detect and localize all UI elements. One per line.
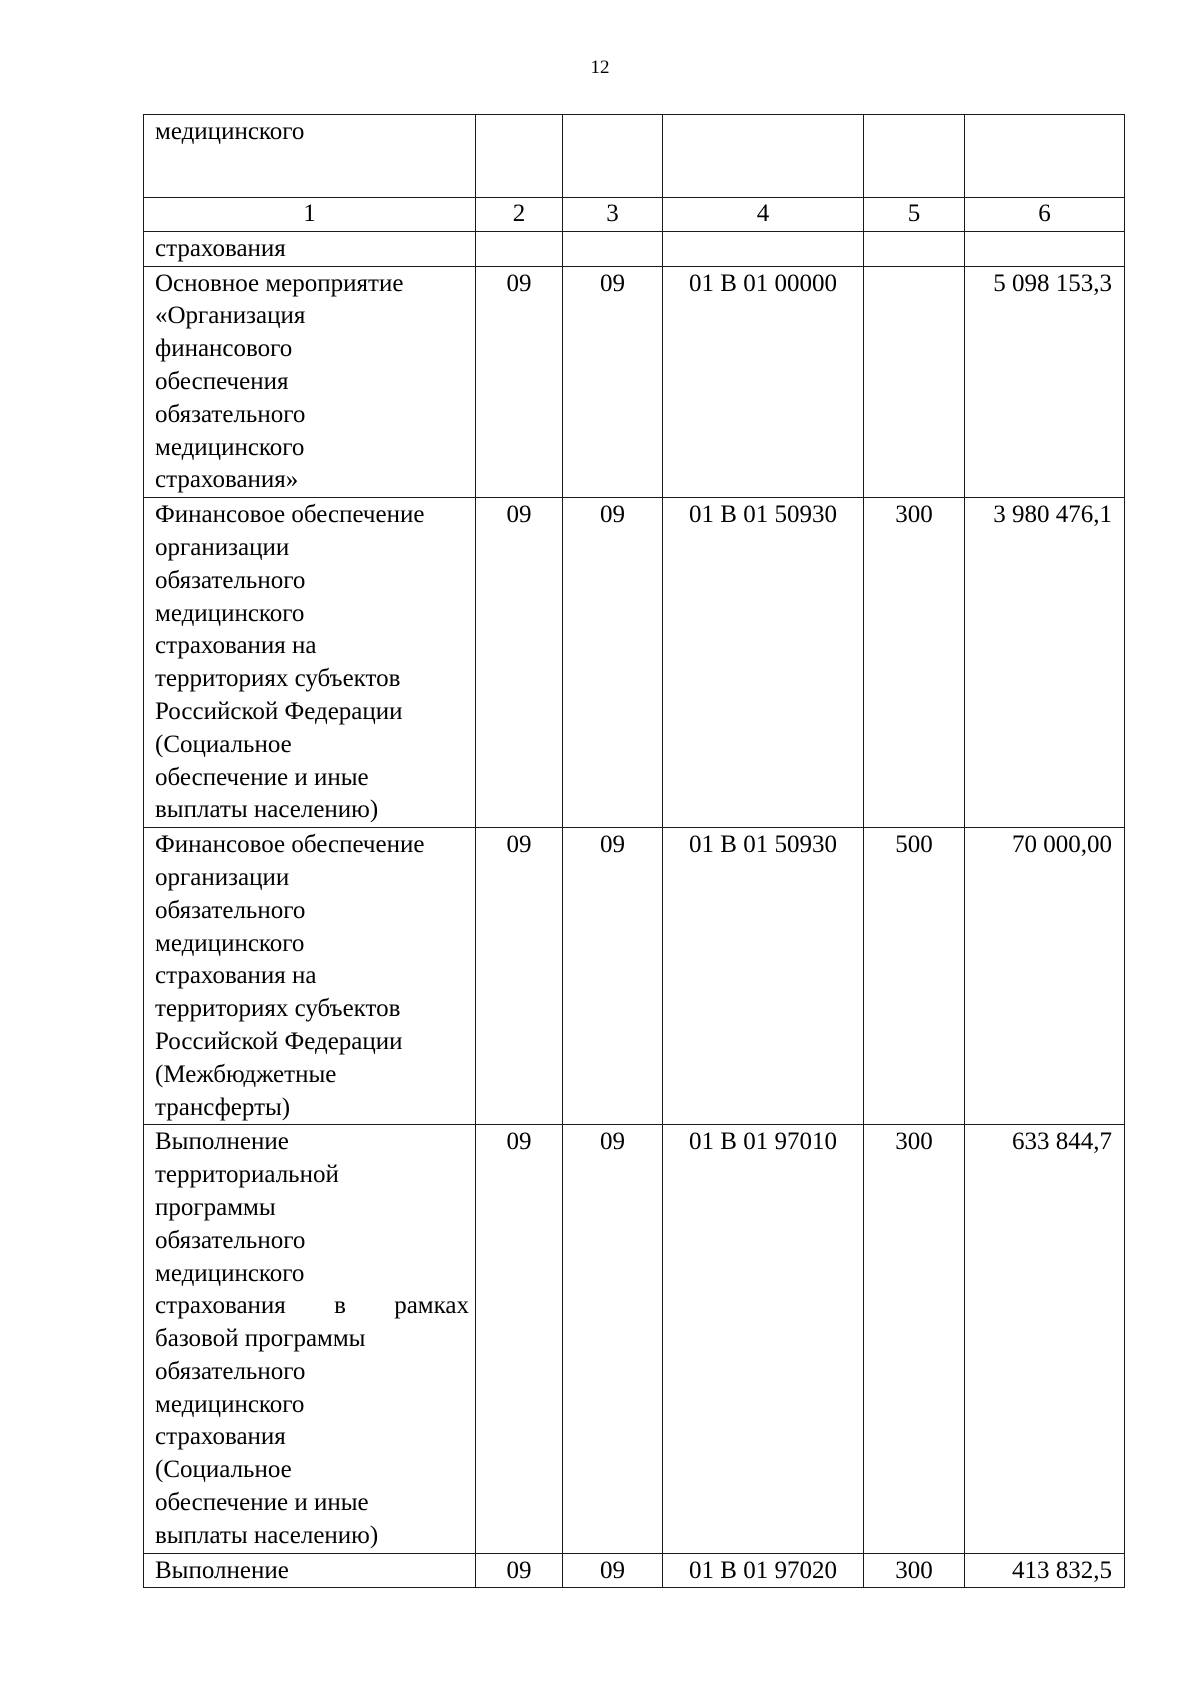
target-article-cell: 01 В 01 50930 [663,498,864,828]
expense-type-cell: 500 [864,828,965,1125]
row-name-cell: Финансовое обеспечение организации обязательного медицинского страхования на территориях субъектов Российской Федерации (Социальное обеспечение и иные выплаты населению) [144,498,476,828]
subsection-code-cell: 09 [563,1125,663,1553]
expense-type-cell: 300 [864,1125,965,1553]
page-number: 12 [590,57,610,78]
target-article-cell [663,231,864,266]
row-name-cell: Основное мероприятие «Организация финансового обеспечения обязательного медицинского страхования» [144,266,476,498]
expense-type-cell: 300 [864,1553,965,1588]
table-row [144,828,1125,1125]
table-cell [563,115,663,198]
column-number: 2 [476,198,563,232]
expense-type-cell: 300 [864,498,965,828]
section-code-cell: 09 [476,498,563,828]
subsection-code-cell: 09 [563,828,663,1125]
column-numbers-row [144,198,1125,232]
table-row [144,266,1125,498]
amount-cell: 413 832,5 [965,1553,1125,1588]
table-row [144,1553,1125,1588]
target-article-cell: 01 В 01 00000 [663,266,864,498]
amount-cell [965,231,1125,266]
row-name-cell: Выполнение [144,1553,476,1588]
budget-table [143,114,1125,1588]
column-number: 3 [563,198,663,232]
row-name-cell [144,1125,476,1553]
table-row [144,115,1125,198]
column-number: 4 [663,198,864,232]
expense-type-cell [864,231,965,266]
row-name-justified-line: страхования в рамках [155,1292,469,1320]
subsection-code-cell: 09 [563,1553,663,1588]
row-name-part: базовой программы обязательного медицинского страхования (Социальное обеспечение и иные выплаты населению) [155,1325,379,1549]
subsection-code-cell [563,231,663,266]
subsection-code-cell: 09 [563,498,663,828]
section-code-cell: 09 [476,266,563,498]
table-cell [965,115,1125,198]
row-name-cell: страхования [144,231,476,266]
expense-type-cell [864,266,965,498]
row-name-cell: Финансовое обеспечение организации обязательного медицинского страхования на территориях субъектов Российской Федерации (Межбюджетные трансферты) [144,828,476,1125]
table-row [144,498,1125,828]
row-name-part: Выполнение территориальной программы обязательного медицинского [155,1128,339,1287]
target-article-cell: 01 В 01 97010 [663,1125,864,1553]
section-code-cell: 09 [476,828,563,1125]
target-article-cell: 01 В 01 50930 [663,828,864,1125]
column-number: 1 [144,198,476,232]
amount-cell: 633 844,7 [965,1125,1125,1553]
row-name-cell: медицинского [144,115,476,198]
table-cell [476,115,563,198]
section-code-cell: 09 [476,1553,563,1588]
amount-cell: 3 980 476,1 [965,498,1125,828]
subsection-code-cell: 09 [563,266,663,498]
column-number: 6 [965,198,1125,232]
section-code-cell [476,231,563,266]
table-cell [864,115,965,198]
table-row [144,1125,1125,1553]
target-article-cell: 01 В 01 97020 [663,1553,864,1588]
amount-cell: 5 098 153,3 [965,266,1125,498]
column-number: 5 [864,198,965,232]
table-cell [663,115,864,198]
amount-cell: 70 000,00 [965,828,1125,1125]
table-row [144,231,1125,266]
section-code-cell: 09 [476,1125,563,1553]
